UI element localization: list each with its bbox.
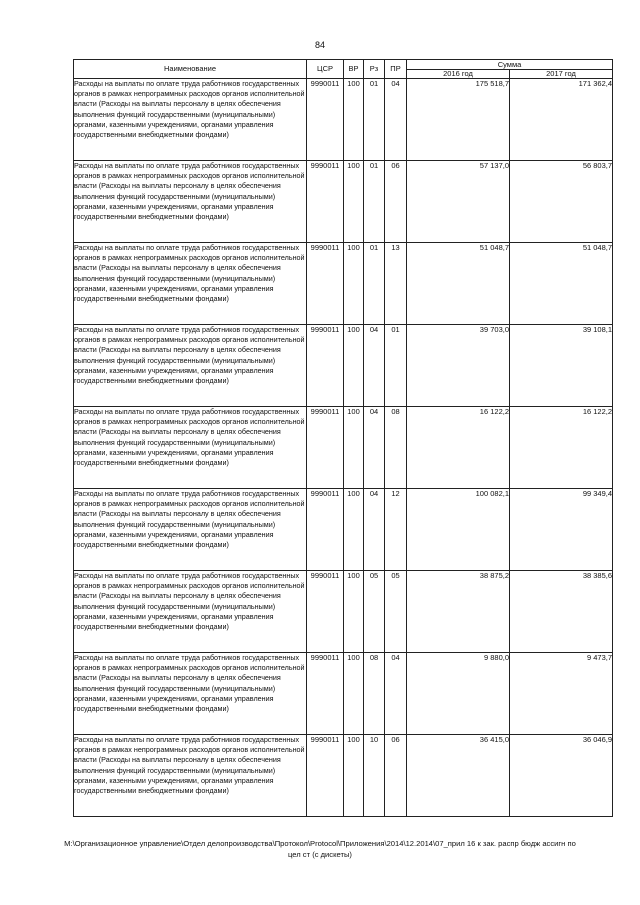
- row-vr-cell: 100: [344, 571, 364, 653]
- budget-table: [73, 59, 613, 817]
- row-sum-2016-cell: 51 048,7: [407, 243, 510, 325]
- row-csr-cell: 9990011: [307, 161, 344, 243]
- row-rz-cell: 04: [364, 407, 385, 489]
- table-row: [74, 489, 613, 571]
- row-name-cell: Расходы на выплаты по оплате труда работников государственных органов в рамках непрограммных расходов органов исполнительной власти (Расходы на выплаты персоналу в целях обеспечения выполнения функций государственными (муниципальными) органами, казенными учреждениями, органами управления государственными внебюджетными фондами): [74, 243, 307, 325]
- row-rz-cell: 04: [364, 325, 385, 407]
- row-sum-2017-cell: 39 108,1: [510, 325, 613, 407]
- row-vr-cell: 100: [344, 735, 364, 817]
- row-sum-2017-cell: 171 362,4: [510, 79, 613, 161]
- row-sum-2017-cell: 99 349,4: [510, 489, 613, 571]
- table-header: [74, 60, 613, 79]
- row-csr-cell: 9990011: [307, 325, 344, 407]
- row-rz-cell: 01: [364, 243, 385, 325]
- row-vr-cell: 100: [344, 79, 364, 161]
- row-rz-cell: 01: [364, 161, 385, 243]
- row-rz-cell: 05: [364, 571, 385, 653]
- row-csr-cell: 9990011: [307, 735, 344, 817]
- table-body: [74, 79, 613, 817]
- row-vr-cell: 100: [344, 653, 364, 735]
- table-row: [74, 79, 613, 161]
- row-vr-cell: 100: [344, 325, 364, 407]
- row-rz-cell: 10: [364, 735, 385, 817]
- table-row: [74, 407, 613, 489]
- row-sum-2017-cell: 36 046,9: [510, 735, 613, 817]
- row-csr-cell: 9990011: [307, 243, 344, 325]
- row-name-cell: Расходы на выплаты по оплате труда работников государственных органов в рамках непрограммных расходов органов исполнительной власти (Расходы на выплаты персоналу в целях обеспечения выполнения функций государственными (муниципальными) органами, казенными учреждениями, органами управления государственными внебюджетными фондами): [74, 571, 307, 653]
- row-pr-cell: 04: [385, 79, 407, 161]
- row-rz-cell: 01: [364, 79, 385, 161]
- header-year-2017: 2017 год: [510, 70, 613, 79]
- row-sum-2016-cell: 9 880,0: [407, 653, 510, 735]
- table-row: [74, 243, 613, 325]
- row-sum-2017-cell: 51 048,7: [510, 243, 613, 325]
- row-csr-cell: 9990011: [307, 653, 344, 735]
- row-vr-cell: 100: [344, 243, 364, 325]
- header-pr: ПР: [385, 60, 407, 79]
- row-name-cell: Расходы на выплаты по оплате труда работников государственных органов в рамках непрограммных расходов органов исполнительной власти (Расходы на выплаты персоналу в целях обеспечения выполнения функций государственными (муниципальными) органами, казенными учреждениями, органами управления государственными внебюджетными фондами): [74, 161, 307, 243]
- row-sum-2016-cell: 38 875,2: [407, 571, 510, 653]
- row-name-cell: Расходы на выплаты по оплате труда работников государственных органов в рамках непрограммных расходов органов исполнительной власти (Расходы на выплаты персоналу в целях обеспечения выполнения функций государственными (муниципальными) органами, казенными учреждениями, органами управления государственными внебюджетными фондами): [74, 735, 307, 817]
- table-row: [74, 571, 613, 653]
- row-sum-2017-cell: 38 385,6: [510, 571, 613, 653]
- row-sum-2017-cell: 9 473,7: [510, 653, 613, 735]
- row-sum-2016-cell: 39 703,0: [407, 325, 510, 407]
- row-vr-cell: 100: [344, 407, 364, 489]
- row-name-cell: Расходы на выплаты по оплате труда работников государственных органов в рамках непрограммных расходов органов исполнительной власти (Расходы на выплаты персоналу в целях обеспечения выполнения функций государственными (муниципальными) органами, казенными учреждениями, органами управления государственными внебюджетными фондами): [74, 325, 307, 407]
- table-row: [74, 325, 613, 407]
- table-row: [74, 653, 613, 735]
- row-sum-2017-cell: 16 122,2: [510, 407, 613, 489]
- row-sum-2017-cell: 56 803,7: [510, 161, 613, 243]
- header-rz: Рз: [364, 60, 385, 79]
- row-pr-cell: 01: [385, 325, 407, 407]
- table-row: [74, 735, 613, 817]
- row-sum-2016-cell: 16 122,2: [407, 407, 510, 489]
- row-csr-cell: 9990011: [307, 79, 344, 161]
- page-number: 84: [314, 40, 325, 50]
- header-year-2016: 2016 год: [407, 70, 510, 79]
- header-csr: ЦСР: [307, 60, 344, 79]
- row-name-cell: Расходы на выплаты по оплате труда работников государственных органов в рамках непрограммных расходов органов исполнительной власти (Расходы на выплаты персоналу в целях обеспечения выполнения функций государственными (муниципальными) органами, казенными учреждениями, органами управления государственными внебюджетными фондами): [74, 489, 307, 571]
- row-vr-cell: 100: [344, 161, 364, 243]
- row-pr-cell: 06: [385, 735, 407, 817]
- row-pr-cell: 06: [385, 161, 407, 243]
- row-pr-cell: 13: [385, 243, 407, 325]
- row-pr-cell: 12: [385, 489, 407, 571]
- row-vr-cell: 100: [344, 489, 364, 571]
- row-name-cell: Расходы на выплаты по оплате труда работников государственных органов в рамках непрограммных расходов органов исполнительной власти (Расходы на выплаты персоналу в целях обеспечения выполнения функций государственными (муниципальными) органами, казенными учреждениями, органами управления государственными внебюджетными фондами): [74, 653, 307, 735]
- row-sum-2016-cell: 100 082,1: [407, 489, 510, 571]
- row-csr-cell: 9990011: [307, 489, 344, 571]
- row-sum-2016-cell: 36 415,0: [407, 735, 510, 817]
- row-csr-cell: 9990011: [307, 571, 344, 653]
- row-name-cell: Расходы на выплаты по оплате труда работников государственных органов в рамках непрограммных расходов органов исполнительной власти (Расходы на выплаты персоналу в целях обеспечения выполнения функций государственными (муниципальными) органами, казенными учреждениями, органами управления государственными внебюджетными фондами): [74, 407, 307, 489]
- footer-file-path: M:\Организационное управление\Отдел делопроизводства\Протокол\Protocol\Приложения\2014\12.2014\07_прил 16 к зак. распр бюдж ассигн по цел ст (с дискеты): [64, 839, 576, 859]
- row-pr-cell: 04: [385, 653, 407, 735]
- row-rz-cell: 04: [364, 489, 385, 571]
- row-rz-cell: 08: [364, 653, 385, 735]
- row-name-cell: Расходы на выплаты по оплате труда работников государственных органов в рамках непрограммных расходов органов исполнительной власти (Расходы на выплаты персоналу в целях обеспечения выполнения функций государственными (муниципальными) органами, казенными учреждениями, органами управления государственными внебюджетными фондами): [74, 79, 307, 161]
- row-pr-cell: 08: [385, 407, 407, 489]
- row-csr-cell: 9990011: [307, 407, 344, 489]
- header-vr: ВР: [344, 60, 364, 79]
- header-name: Наименование: [74, 60, 307, 79]
- row-sum-2016-cell: 57 137,0: [407, 161, 510, 243]
- header-sum: Сумма: [407, 60, 613, 70]
- row-pr-cell: 05: [385, 571, 407, 653]
- row-sum-2016-cell: 175 518,7: [407, 79, 510, 161]
- table-row: [74, 161, 613, 243]
